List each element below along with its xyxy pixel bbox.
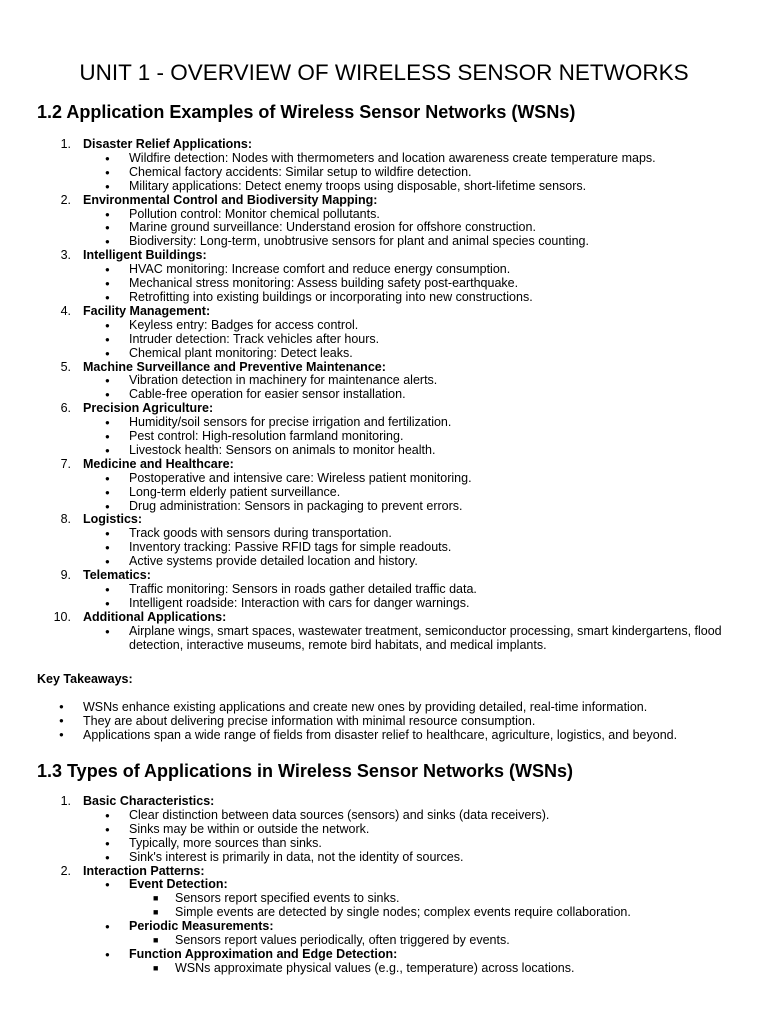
item-number: 1. xyxy=(60,794,71,808)
bullet-item: ● Humidity/soil sensors for precise irrigation and fertilization. xyxy=(83,416,737,430)
bullet-item: ● Applications span a wide range of fields from disaster relief to healthcare, agriculture, logistics, and beyond. xyxy=(37,728,737,742)
list-item xyxy=(37,305,737,361)
sub-bullet-item: ■ Sensors report values periodically, often triggered by events. xyxy=(129,934,737,948)
bullet-item: ● Military applications: Detect enemy troops using disposable, short-lifetime sensors. xyxy=(83,180,737,194)
sub-item-heading: Function Approximation and Edge Detection: xyxy=(129,946,398,961)
sub-bullet-item: ■ Sensors report specified events to sinks. xyxy=(129,892,737,906)
bullet-item: ● Sinks may be within or outside the network. xyxy=(83,823,737,837)
item-number: 8. xyxy=(60,512,71,527)
sub-bullet-item: ■ Simple events are detected by single nodes; complex events require collaboration. xyxy=(129,906,737,920)
key-takeaways-list xyxy=(37,700,737,742)
item-number: 10. xyxy=(53,609,71,624)
item-heading: Basic Characteristics: xyxy=(83,794,215,808)
key-takeaways-title: Key Takeaways: xyxy=(37,672,133,686)
item-heading: Intelligent Buildings: xyxy=(83,248,207,263)
item-heading: Environmental Control and Biodiversity Mapping: xyxy=(83,192,378,207)
bullet-item: ● Keyless entry: Badges for access control. xyxy=(83,319,737,333)
sub-bullet-item: ■ WSNs approximate physical values (e.g., temperature) across locations. xyxy=(129,962,737,976)
list-item xyxy=(37,795,737,865)
bullet-item: ● Intruder detection: Track vehicles after hours. xyxy=(83,333,737,347)
item-number: 2. xyxy=(60,192,71,207)
list-item xyxy=(37,361,737,403)
bullet-item: ● WSNs enhance existing applications and create new ones by providing detailed, real-time information. xyxy=(37,700,737,714)
item-number: 7. xyxy=(60,456,71,471)
list-item xyxy=(37,569,737,611)
item-number: 6. xyxy=(60,401,71,416)
list-item xyxy=(37,458,737,514)
item-heading: Logistics: xyxy=(83,512,143,527)
bullet-item: ● Chemical plant monitoring: Detect leaks. xyxy=(83,347,737,361)
bullet-item: ● Track goods with sensors during transportation. xyxy=(83,527,737,541)
item-heading: Medicine and Healthcare: xyxy=(83,456,234,471)
bullet-item: ● Pollution control: Monitor chemical pollutants. xyxy=(83,208,737,222)
sub-item-heading: Event Detection: xyxy=(129,877,228,892)
bullet-item: ● They are about delivering precise information with minimal resource consumption. xyxy=(37,714,737,728)
sub-list-item xyxy=(83,920,737,948)
list-item xyxy=(37,138,737,194)
bullet-item: ● Long-term elderly patient surveillance. xyxy=(83,486,737,500)
sub-list-item xyxy=(83,948,737,976)
sub-list-item xyxy=(83,878,737,920)
unit-title: UNIT 1 - OVERVIEW OF WIRELESS SENSOR NETWORKS xyxy=(79,60,689,85)
list-item xyxy=(37,194,737,250)
bullet-item: ● Sink's interest is primarily in data, not the identity of sources. xyxy=(83,851,737,865)
list-item xyxy=(37,249,737,305)
item-heading: Facility Management: xyxy=(83,303,211,318)
item-heading: Additional Applications: xyxy=(83,609,227,624)
bullet-item: ● Chemical factory accidents: Similar setup to wildfire detection. xyxy=(83,166,737,180)
section-heading-1-3: 1.3 Types of Applications in Wireless Sensor Networks (WSNs) xyxy=(37,761,573,781)
list-item xyxy=(37,513,737,569)
bullet-item: ● Airplane wings, smart spaces, wastewater treatment, semiconductor processing, smart kindergartens, flood detection, interactive museums, remote bird habitats, and medical implants. xyxy=(83,625,737,653)
item-heading: Precision Agriculture: xyxy=(83,401,214,416)
item-number: 1. xyxy=(60,137,71,151)
item-number: 2. xyxy=(60,863,71,878)
bullet-item: ● Wildfire detection: Nodes with thermometers and location awareness create temperature maps. xyxy=(83,152,737,166)
bullet-item: ● Retrofitting into existing buildings or incorporating into new constructions. xyxy=(83,291,737,305)
section-heading-1-2: 1.2 Application Examples of Wireless Sensor Networks (WSNs) xyxy=(37,102,576,122)
sub-item-heading: Periodic Measurements: xyxy=(129,919,274,934)
list-item xyxy=(37,402,737,458)
bullet-item: ● Postoperative and intensive care: Wireless patient monitoring. xyxy=(83,472,737,486)
bullet-item: ● Marine ground surveillance: Understand erosion for offshore construction. xyxy=(83,221,737,235)
bullet-item: ● Livestock health: Sensors on animals to monitor health. xyxy=(83,444,737,458)
item-number: 9. xyxy=(60,568,71,583)
bullet-item: ● Typically, more sources than sinks. xyxy=(83,837,737,851)
bullet-item: ● Biodiversity: Long-term, unobtrusive sensors for plant and animal species counting. xyxy=(83,235,737,249)
item-number: 4. xyxy=(60,303,71,318)
application-types-list xyxy=(37,795,737,976)
bullet-item: ● Inventory tracking: Passive RFID tags for simple readouts. xyxy=(83,541,737,555)
item-heading: Machine Surveillance and Preventive Maintenance: xyxy=(83,359,386,374)
item-number: 3. xyxy=(60,248,71,263)
item-number: 5. xyxy=(60,359,71,374)
item-heading: Telematics: xyxy=(83,568,151,583)
bullet-item: ● Mechanical stress monitoring: Assess building safety post-earthquake. xyxy=(83,277,737,291)
bullet-item: ● Clear distinction between data sources (sensors) and sinks (data receivers). xyxy=(83,809,737,823)
application-examples-list xyxy=(37,138,737,653)
bullet-item: ● Drug administration: Sensors in packaging to prevent errors. xyxy=(83,500,737,514)
item-heading: Interaction Patterns: xyxy=(83,863,205,878)
bullet-item: ● Vibration detection in machinery for maintenance alerts. xyxy=(83,374,737,388)
bullet-item: ● Traffic monitoring: Sensors in roads gather detailed traffic data. xyxy=(83,583,737,597)
bullet-item: ● Active systems provide detailed location and history. xyxy=(83,555,737,569)
bullet-item: ● Intelligent roadside: Interaction with cars for danger warnings. xyxy=(83,597,737,611)
list-item xyxy=(37,611,737,653)
list-item xyxy=(37,865,737,976)
bullet-item: ● Cable-free operation for easier sensor installation. xyxy=(83,388,737,402)
bullet-item: ● Pest control: High-resolution farmland monitoring. xyxy=(83,430,737,444)
item-heading: Disaster Relief Applications: xyxy=(83,137,253,151)
bullet-item: ● HVAC monitoring: Increase comfort and reduce energy consumption. xyxy=(83,263,737,277)
